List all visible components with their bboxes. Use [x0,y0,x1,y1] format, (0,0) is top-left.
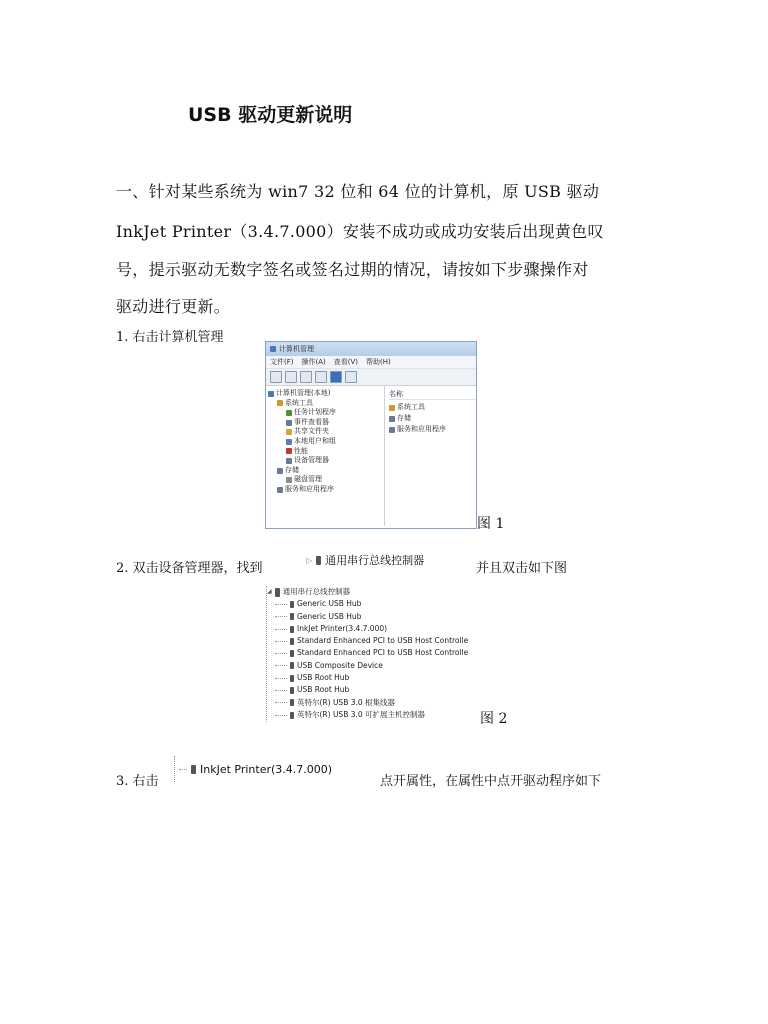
performance-icon [286,448,292,454]
services-icon [389,427,395,433]
usb-icon [290,601,294,608]
usb-device-list-screenshot [266,586,487,722]
step-2-text: 2. 双击设备管理器，找到 [116,561,263,576]
properties-icon [345,371,357,383]
computer-management-screenshot [265,341,477,529]
tools-icon [277,400,283,406]
inkjet-printer-label: InkJet Printer(3.4.7.000) [200,762,333,776]
page-title: USB 驱动更新说明 [188,104,353,126]
tree-item[interactable] [266,447,384,457]
step-3-text: 3. 右击 [116,774,159,789]
menu-bar [266,356,476,369]
devices-header: 通用串行总线控制器 [282,587,351,596]
usb-controllers-label: 通用串行总线控制器 [325,554,425,567]
device-label: 英特尔(R) USB 3.0 根集线器 [297,697,396,707]
services-icon [277,487,283,493]
device-row[interactable] [267,709,487,721]
list-item-label: 系统工具 [397,403,425,411]
tree-item[interactable] [266,389,384,399]
tree-item-label: 系统工具 [285,398,313,407]
window-title: 计算机管理 [279,345,314,353]
tree-item[interactable] [266,437,384,447]
tree-item-label: 计算机管理(本地) [276,389,331,397]
tree-item[interactable] [266,466,384,476]
menu-help: 帮助(H) [366,358,391,366]
tree-item[interactable] [266,399,384,409]
disk-icon [286,477,292,483]
tree-item[interactable] [266,427,384,437]
device-row[interactable] [267,647,487,659]
tools-icon [389,405,395,411]
usb-icon [290,662,294,669]
storage-icon [389,416,395,422]
users-icon [286,439,292,445]
tree-item-label: 本地用户和组 [294,436,336,445]
help-icon [330,371,342,383]
intro-line-4: 驱动进行更新。 [116,297,231,316]
device-label: 英特尔(R) USB 3.0 可扩展主机控制器 [297,709,426,719]
toolbar [266,369,476,386]
tree-item-label: 磁盘管理 [294,475,322,484]
figure-2-caption: 图 2 [480,711,508,727]
menu-view: 查看(V) [333,358,359,366]
inkjet-printer-inline [174,756,332,782]
device-row[interactable] [267,623,487,635]
intro-line-2: InkJet Printer（3.4.7.000）安装不成功或成功安装后出现黄色叹 [116,222,604,241]
details-pane [385,386,476,526]
step-3-suffix: 点开属性，在属性中点开驱动程序如下 [380,774,602,789]
usb-icon [290,675,294,682]
intro-line-3: 号，提示驱动无数字签名或签名过期的情况，请按如下步骤操作对 [116,260,589,279]
list-item[interactable] [389,424,476,435]
usb-icon [290,712,294,719]
console-tree [266,386,385,526]
device-label: USB Composite Device [297,660,383,670]
device-label: USB Root Hub [297,685,350,695]
tree-item[interactable] [266,408,384,418]
device-row[interactable] [267,611,487,623]
usb-icon [290,699,294,706]
window-titlebar [266,342,476,356]
intro-line-1: 一、针对某些系统为 win7 32 位和 64 位的计算机，原 USB 驱动 [116,182,600,201]
storage-icon [277,468,283,474]
usb-icon [275,588,280,597]
expand-arrow-icon: ▷ [306,555,313,565]
tree-item[interactable] [266,418,384,428]
tree-item-label: 共享文件夹 [294,427,329,436]
list-item[interactable] [389,402,476,413]
device-label: InkJet Printer(3.4.7.000) [297,623,388,633]
tree-item-label: 存储 [285,465,299,474]
show-hide-tree-icon [300,371,312,383]
tree-item-label: 设备管理器 [294,456,329,465]
clock-icon [286,410,292,416]
list-item-label: 服务和应用程序 [397,425,446,433]
shared-folder-icon [286,429,292,435]
step-2-suffix: 并且双击如下图 [476,561,568,576]
column-name-header: 名称 [389,389,476,400]
device-label: Generic USB Hub [297,611,362,621]
tree-item-label: 事件查看器 [294,417,329,426]
list-item-label: 存储 [397,414,411,422]
device-label: Standard Enhanced PCI to USB Host Controlle [297,636,469,646]
usb-icon [191,765,196,774]
up-icon [315,371,327,383]
list-item[interactable] [389,413,476,424]
device-row[interactable] [267,684,487,696]
tree-item[interactable] [266,475,384,485]
figure-1-caption: 图 1 [477,516,505,532]
usb-controllers-inline [306,552,424,568]
device-row[interactable] [267,672,487,684]
usb-icon [290,650,294,657]
tree-item-label: 任务计划程序 [294,408,336,417]
back-icon [270,371,282,383]
device-label: Standard Enhanced PCI to USB Host Controlle [297,648,469,658]
tree-item-label: 性能 [294,446,308,455]
menu-action: 操作(A) [301,358,326,366]
device-label: Generic USB Hub [297,599,362,609]
tree-item[interactable] [266,485,384,495]
forward-icon [285,371,297,383]
devices-header-row [267,586,487,598]
step-1-text: 1. 右击计算机管理 [116,330,224,345]
tree-item-label: 服务和应用程序 [285,484,334,493]
usb-icon [290,613,294,620]
usb-icon [290,638,294,645]
device-row[interactable] [267,635,487,647]
usb-icon [290,687,294,694]
usb-icon [316,556,321,565]
menu-file: 文件(F) [270,358,294,366]
device-label: USB Root Hub [297,673,350,683]
collapse-arrow-icon: ◢ [267,588,272,595]
computer-icon [268,391,274,397]
event-viewer-icon [286,420,292,426]
usb-icon [290,626,294,633]
tree-item[interactable] [266,456,384,466]
device-row[interactable] [267,660,487,672]
computer-icon [270,346,276,352]
device-manager-icon [286,458,292,464]
device-row[interactable] [267,598,487,610]
device-row[interactable] [267,697,487,709]
